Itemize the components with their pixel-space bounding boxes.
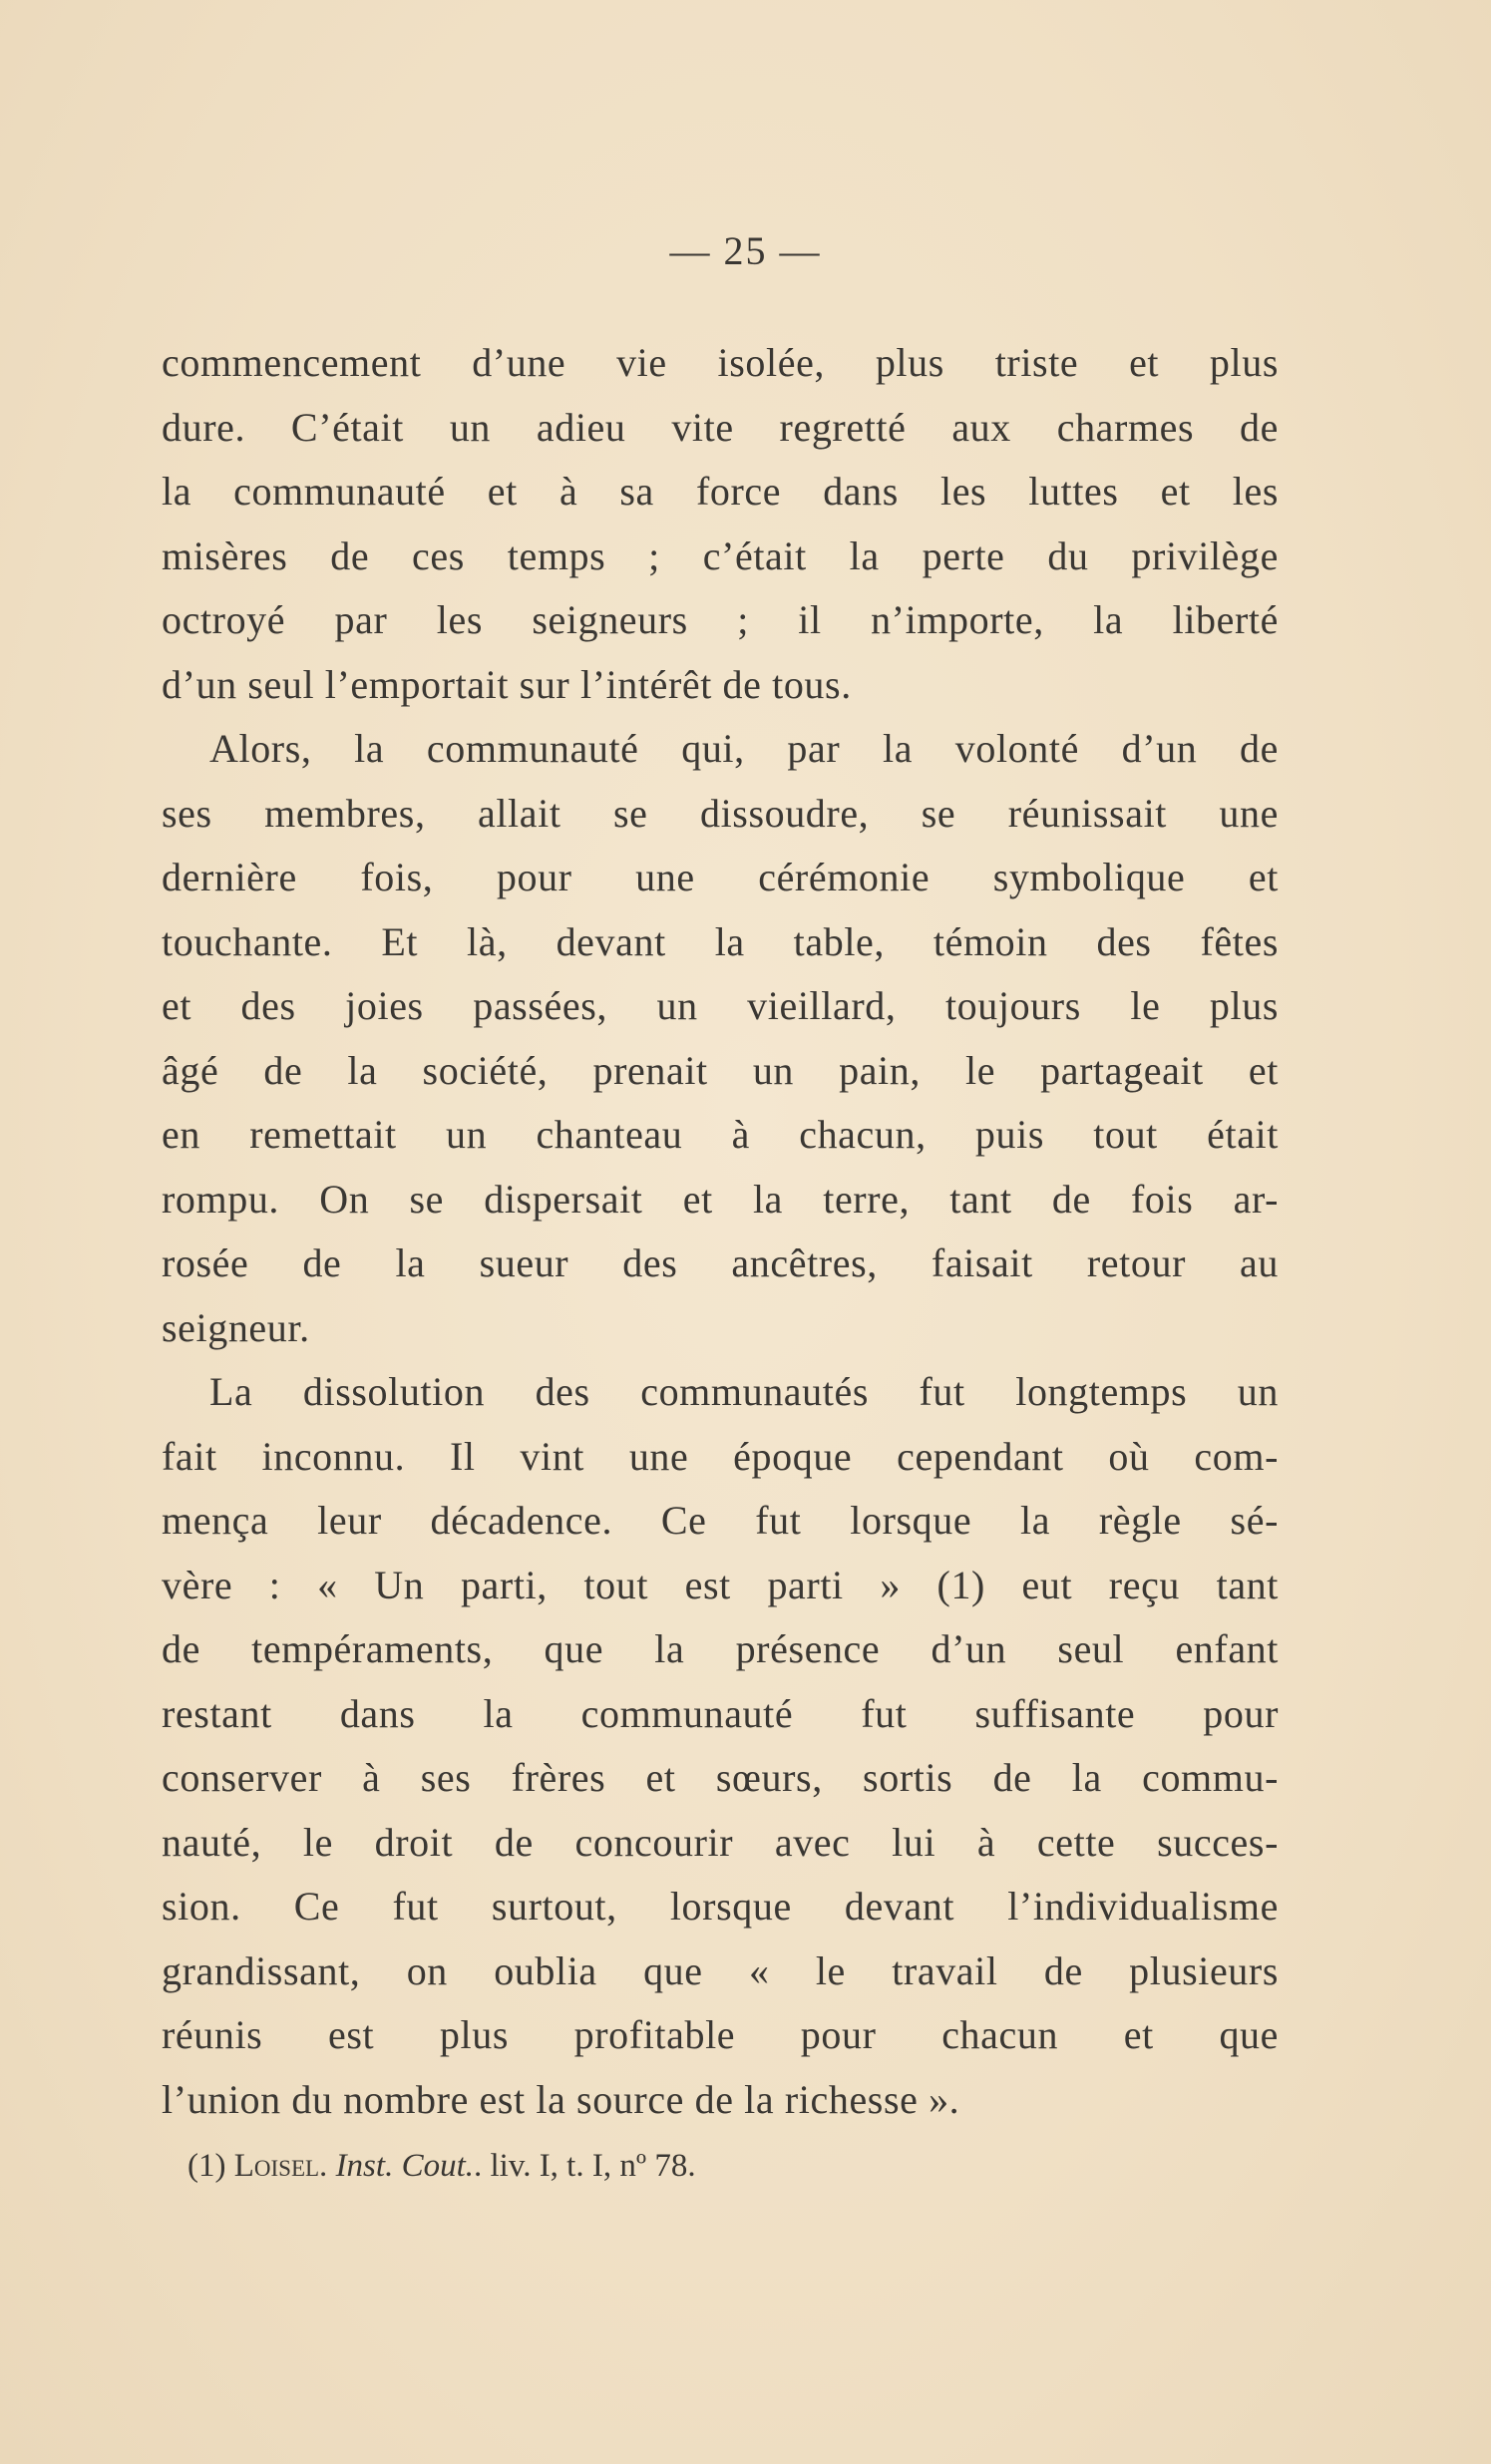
page-number: — 25 —: [669, 228, 822, 273]
text-line: en remettait un chanteau à chacun, puis tout était: [162, 1112, 1279, 1157]
footnote-author: Loisel.: [233, 2148, 328, 2184]
text-line: misères de ces temps ; c’était la perte du privilège: [162, 532, 1279, 578]
text-line: Alors, la communauté qui, par la volonté d’un de: [209, 726, 1279, 771]
text-line: grandissant, on oublia que « le travail de plusieurs: [162, 1947, 1279, 1993]
text-line: vère : « Un parti, tout est parti » (1) eut reçu tant: [162, 1562, 1279, 1607]
body-text: [162, 331, 1279, 2132]
text-line: d’un seul l’emportait sur l’intérêt de tous.: [162, 661, 852, 707]
text-line: touchante. Et là, devant la table, témoin des fêtes: [162, 918, 1279, 964]
text-line: de tempéraments, que la présence d’un seul enfant: [162, 1626, 1279, 1671]
text-line: rosée de la sueur des ancêtres, faisait retour au: [162, 1240, 1279, 1285]
text-line: dernière fois, pour une cérémonie symbolique et: [162, 855, 1279, 899]
paragraph: [162, 1360, 1279, 2132]
text-line: réunis est plus profitable pour chacun et que: [162, 2012, 1279, 2057]
text-line: restant dans la communauté fut suffisante pour: [162, 1690, 1279, 1736]
paragraph: [162, 717, 1279, 1360]
text-line: âgé de la société, prenait un pain, le partageait et: [162, 1047, 1279, 1093]
text-line: la communauté et à sa force dans les luttes et les: [162, 469, 1279, 514]
footnote-reference: . liv. I, t. I, nº 78.: [474, 2148, 696, 2184]
text-line: fait inconnu. Il vint une époque cependant où com-: [162, 1433, 1279, 1479]
footnote-work: Inst. Cout.: [335, 2148, 474, 2184]
paragraph: [162, 331, 1279, 717]
text-line: l’union du nombre est la source de la richesse ».: [162, 2076, 960, 2122]
text-line: La dissolution des communautés fut longtemps un: [209, 1369, 1279, 1414]
text-line: dure. C’était un adieu vite regretté aux charmes de: [162, 404, 1279, 450]
text-line: sion. Ce fut surtout, lorsque devant l’individualisme: [162, 1884, 1279, 1929]
text-line: commencement d’une vie isolée, plus triste et plus: [162, 340, 1279, 385]
text-line: ses membres, allait se dissoudre, se réunissait une: [162, 790, 1279, 836]
text-line: et des joies passées, un vieillard, toujours le plus: [162, 983, 1279, 1028]
text-line: octroyé par les seigneurs ; il n’importe, la liberté: [162, 597, 1279, 642]
text-line: seigneur.: [162, 1304, 310, 1350]
footnote-marker: (1): [187, 2148, 226, 2184]
text-line: rompu. On se dispersait et la terre, tant de fois ar-: [162, 1176, 1279, 1222]
text-line: conserver à ses frères et sœurs, sortis de la commu-: [162, 1755, 1279, 1800]
footnote: [187, 2148, 696, 2185]
text-line: mença leur décadence. Ce fut lorsque la règle sé-: [162, 1498, 1279, 1543]
text-line: nauté, le droit de concourir avec lui à cette succes-: [162, 1819, 1279, 1865]
